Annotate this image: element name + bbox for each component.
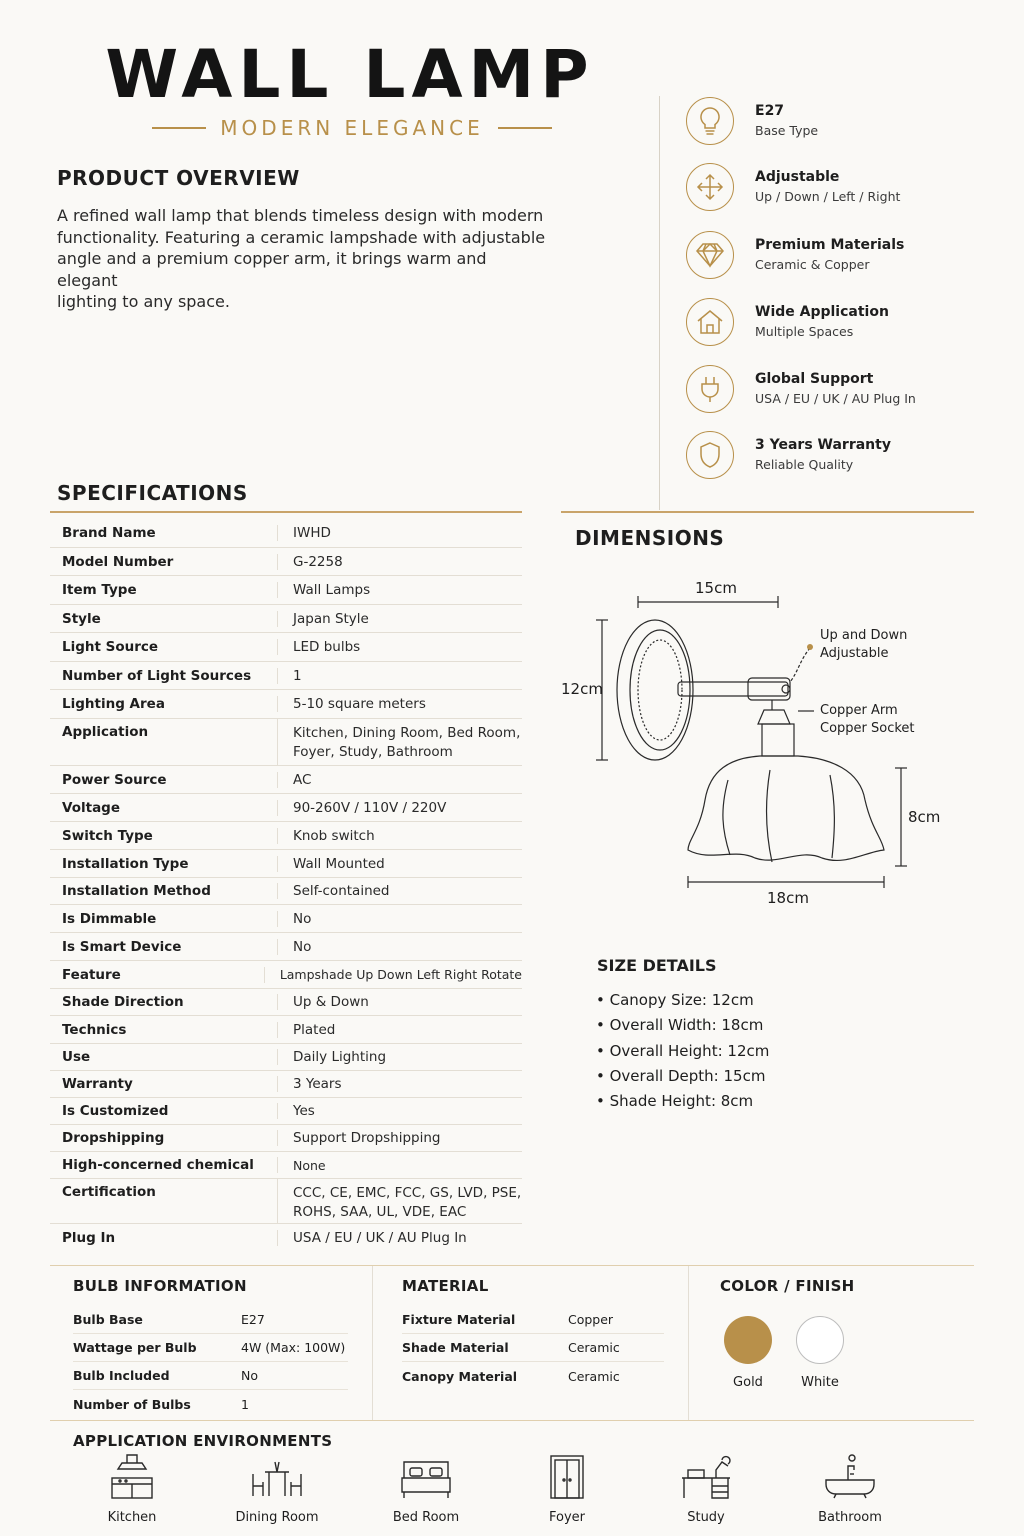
bulb-value: No: [241, 1368, 258, 1383]
color-swatch-gold[interactable]: [724, 1316, 772, 1364]
spec-key: Is Customized: [50, 1103, 278, 1119]
callout-arm: Copper Arm: [820, 703, 898, 718]
bulb-key: Bulb Base: [73, 1312, 143, 1327]
material-value: Ceramic: [568, 1340, 620, 1355]
spec-value: ROHS, SAA, UL, VDE, EAC: [293, 1204, 467, 1220]
feature-sub: Multiple Spaces: [755, 324, 854, 339]
material-heading: MATERIAL: [402, 1277, 489, 1295]
house-icon: [686, 298, 734, 346]
bulb-info-heading: BULB INFORMATION: [73, 1277, 247, 1295]
spec-key: Feature: [50, 967, 265, 983]
lamp-dimension-drawing: [560, 570, 980, 910]
spec-key: Dropshipping: [50, 1130, 278, 1146]
feature-sub: Up / Down / Left / Right: [755, 189, 901, 204]
feature-title: Global Support: [755, 371, 874, 387]
callout-line: Up and Down: [820, 628, 908, 643]
spec-row: [50, 633, 522, 662]
material-value: Copper: [568, 1312, 614, 1327]
spec-row: [50, 1152, 522, 1179]
spec-key: Technics: [50, 1022, 278, 1038]
spec-row: [50, 794, 522, 822]
spec-row: [50, 719, 522, 766]
list-item: • Overall Depth: 15cm: [596, 1066, 766, 1085]
spec-row: [50, 989, 522, 1016]
overview-line: angle and a premium copper arm, it brings warm and elegant: [57, 249, 487, 290]
door-icon: [543, 1452, 591, 1502]
feature-base-type: [686, 96, 1016, 146]
spec-key: Lighting Area: [50, 696, 278, 712]
env-kitchen: [82, 1452, 182, 1525]
spec-value: Wall Lamps: [293, 582, 371, 598]
spec-row: [50, 933, 522, 961]
material-key: Canopy Material: [402, 1368, 518, 1384]
spec-key: Installation Type: [50, 856, 278, 872]
page-title: WALL LAMP: [105, 36, 595, 113]
feature-adjustable: [686, 162, 1016, 212]
spec-key: Application: [50, 719, 278, 765]
color-finish-heading: COLOR / FINISH: [720, 1277, 855, 1295]
spec-key: Style: [50, 611, 278, 627]
arrows-icon: [686, 163, 734, 211]
spec-value: Up & Down: [293, 994, 369, 1010]
spec-value: 5-10 square meters: [293, 696, 426, 712]
bulb-value: 4W (Max: 100W): [241, 1340, 346, 1355]
env-label: Bed Room: [392, 1510, 460, 1525]
spec-key: Item Type: [50, 582, 278, 598]
feature-title: Wide Application: [755, 304, 889, 320]
vertical-divider: [688, 1266, 689, 1420]
spec-value: Japan Style: [293, 610, 369, 627]
list-item: • Overall Height: 12cm: [596, 1041, 770, 1060]
spec-value: Kitchen, Dining Room, Bed Room,: [293, 725, 521, 741]
spec-value: CCC, CE, EMC, FCC, GS, LVD, PSE,: [293, 1185, 522, 1201]
spec-row: [50, 1179, 522, 1224]
spec-value: IWHD: [293, 525, 331, 541]
feature-title: 3 Years Warranty: [755, 437, 891, 453]
bulb-key: Bulb Included: [73, 1368, 170, 1383]
env-foyer: [517, 1452, 617, 1525]
width-label: 18cm: [767, 889, 809, 907]
spec-value: None: [293, 1157, 326, 1173]
feature-global-support: [686, 364, 1016, 414]
spec-row: [50, 766, 522, 794]
dimensions-heading: DIMENSIONS: [575, 526, 725, 550]
bed-icon: [398, 1452, 454, 1502]
bulb-value: E27: [241, 1312, 265, 1327]
spec-row: [50, 1044, 522, 1071]
feature-sub: Reliable Quality: [755, 457, 854, 472]
divider: [50, 1265, 974, 1266]
size-details-list: [596, 988, 769, 1114]
overview-line: functionality. Featuring a ceramic lampshade with adjustable: [57, 227, 546, 247]
depth-label: 15cm: [695, 579, 737, 597]
spec-key: Installation Method: [50, 883, 278, 899]
specs-heading: SPECIFICATIONS: [57, 481, 248, 505]
material-table: [402, 1306, 664, 1390]
feature-materials: [686, 230, 1016, 280]
page-subtitle: MODERN ELEGANCE: [220, 116, 484, 140]
spec-row: [50, 519, 522, 548]
feature-sub: Base Type: [755, 123, 819, 138]
kitchen-icon: [108, 1452, 156, 1502]
spec-key: Is Dimmable: [50, 911, 278, 927]
bulb-value: 1: [241, 1396, 249, 1412]
plug-icon: [686, 365, 734, 413]
divider: [498, 127, 552, 129]
desk-icon: [678, 1452, 734, 1502]
bulb-key: Number of Bulbs: [73, 1396, 191, 1412]
divider: [50, 511, 522, 513]
spec-row: [50, 548, 522, 576]
spec-key: Voltage: [50, 800, 278, 816]
spec-value: 1: [293, 667, 302, 684]
spec-value: G-2258: [293, 553, 343, 570]
spec-value: Knob switch: [293, 827, 375, 844]
spec-key: Shade Direction: [50, 994, 278, 1010]
table-row: [73, 1334, 348, 1362]
spec-value: Daily Lighting: [293, 1049, 387, 1065]
env-label: Kitchen: [107, 1510, 157, 1525]
table-row: [402, 1334, 664, 1362]
spec-row: [50, 878, 522, 905]
overview-text: [57, 205, 547, 313]
spec-value: Yes: [293, 1103, 315, 1119]
feature-sub: USA / EU / UK / AU Plug In: [755, 391, 916, 406]
spec-row: [50, 1098, 522, 1125]
table-row: [73, 1306, 348, 1334]
env-label: Study: [687, 1510, 725, 1525]
spec-key: Switch Type: [50, 828, 278, 844]
canopy-label: 12cm: [561, 680, 603, 698]
spec-row: [50, 605, 522, 633]
shade-height-label: 8cm: [908, 808, 941, 826]
callout-line: Adjustable: [820, 646, 889, 661]
feature-title: Premium Materials: [755, 237, 905, 253]
spec-key: Number of Light Sources: [50, 668, 278, 684]
table-row: [402, 1362, 664, 1390]
feature-title: E27: [755, 103, 785, 119]
spec-row: [50, 905, 522, 933]
spec-key: Light Source: [50, 639, 278, 655]
spec-value: Support Dropshipping: [293, 1130, 441, 1146]
shield-icon: [686, 431, 734, 479]
bulb-info-table: [73, 1306, 348, 1418]
environments-heading: APPLICATION ENVIRONMENTS: [73, 1432, 333, 1450]
spec-row: [50, 576, 522, 605]
list-item: • Overall Width: 18cm: [596, 1016, 764, 1035]
bulb-key: Wattage per Bulb: [73, 1340, 197, 1355]
overview-line: lighting to any space.: [57, 292, 230, 311]
spec-value: No: [293, 938, 312, 955]
spec-row: [50, 822, 522, 850]
spec-row: [50, 690, 522, 719]
bulb-icon: [686, 97, 734, 145]
subtitle-block: [152, 114, 552, 142]
list-item: • Canopy Size: 12cm: [596, 991, 754, 1009]
spec-key: High-concerned chemical: [50, 1157, 278, 1173]
color-label: White: [801, 1375, 839, 1390]
spec-row: [50, 1016, 522, 1044]
divider: [152, 127, 206, 129]
divider: [50, 1420, 974, 1421]
spec-key: Brand Name: [50, 525, 278, 541]
spec-row: [50, 1071, 522, 1098]
env-label: Foyer: [548, 1510, 585, 1525]
env-dining-room: [227, 1452, 327, 1525]
spec-row: [50, 1224, 522, 1251]
table-row: [73, 1362, 348, 1390]
spec-key: Warranty: [50, 1076, 278, 1092]
material-key: Fixture Material: [402, 1312, 516, 1327]
spec-value: Lampshade Up Down Left Right Rotate: [279, 967, 522, 982]
spec-value: USA / EU / UK / AU Plug In: [293, 1229, 467, 1246]
env-bathroom: [800, 1452, 900, 1525]
spec-key: Is Smart Device: [50, 939, 278, 955]
env-label: Bathroom: [818, 1510, 882, 1525]
diamond-icon: [686, 231, 734, 279]
feature-warranty: [686, 430, 1016, 480]
dining-icon: [249, 1452, 305, 1502]
spec-value: Wall Mounted: [293, 855, 385, 872]
material-key: Shade Material: [402, 1340, 509, 1355]
spec-key: Power Source: [50, 772, 278, 788]
spec-row: [50, 662, 522, 690]
spec-value: No: [293, 910, 312, 927]
spec-value: LED bulbs: [293, 639, 361, 655]
feature-sub: Ceramic & Copper: [755, 257, 870, 272]
spec-value: Foyer, Study, Bathroom: [293, 744, 453, 760]
callout-adjustable: [820, 627, 907, 663]
vertical-divider: [372, 1266, 373, 1420]
env-bed-room: [376, 1452, 476, 1525]
env-study: [656, 1452, 756, 1525]
divider: [561, 511, 974, 513]
spec-row: [50, 961, 522, 989]
spec-value: 90-260V / 110V / 220V: [293, 799, 447, 816]
feature-application: [686, 297, 1016, 347]
feature-title: Adjustable: [755, 169, 840, 185]
material-value: Ceramic: [568, 1368, 620, 1384]
list-item: • Shade Height: 8cm: [596, 1092, 754, 1111]
color-label: Gold: [733, 1375, 763, 1390]
overview-heading: PRODUCT OVERVIEW: [57, 166, 300, 190]
spec-value: 3 Years: [293, 1076, 342, 1092]
spec-row: [50, 1125, 522, 1152]
vertical-divider: [659, 96, 660, 510]
spec-value: Plated: [293, 1021, 336, 1038]
callout-socket: Copper Socket: [820, 721, 915, 736]
env-label: Dining Room: [235, 1510, 319, 1525]
spec-key: Plug In: [50, 1230, 278, 1246]
overview-line: A refined wall lamp that blends timeless design with modern: [57, 206, 544, 225]
table-row: [73, 1390, 348, 1418]
color-swatch-white[interactable]: [796, 1316, 844, 1364]
size-details-heading: SIZE DETAILS: [597, 956, 717, 975]
spec-value: AC: [293, 771, 312, 788]
spec-key: Certification: [50, 1179, 278, 1223]
spec-row: [50, 850, 522, 878]
spec-value: Self-contained: [293, 883, 390, 899]
spec-key: Model Number: [50, 554, 278, 570]
table-row: [402, 1306, 664, 1334]
spec-key: Use: [50, 1049, 278, 1065]
bathtub-icon: [822, 1452, 878, 1502]
